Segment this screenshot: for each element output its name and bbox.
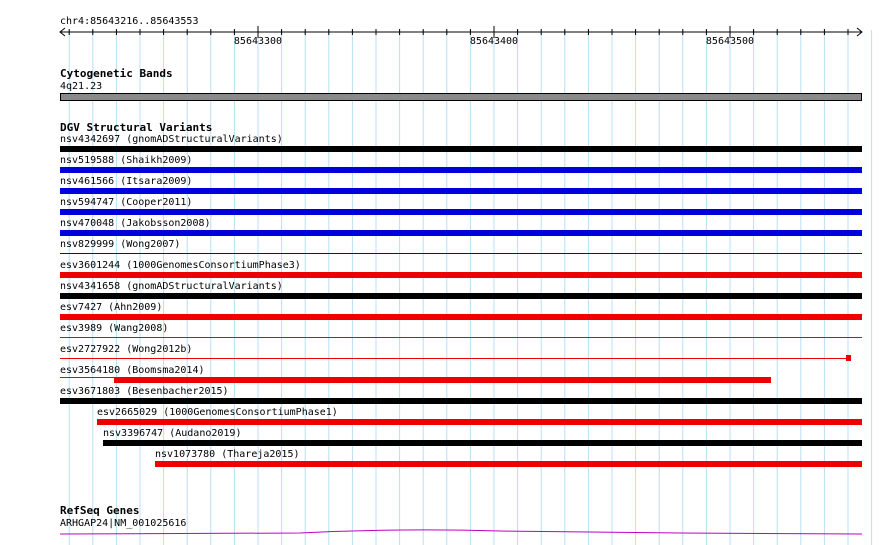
variant-label: esv7427 (Ahn2009) xyxy=(60,302,163,313)
refseq-gene-line[interactable] xyxy=(60,530,862,534)
variant-label: esv3989 (Wang2008) xyxy=(60,323,169,334)
refseq-track-title: RefSeq Genes xyxy=(60,504,140,517)
variant-label: nsv3396747 (Audano2019) xyxy=(103,428,242,439)
variant-label: nsv829999 (Wong2007) xyxy=(60,239,181,250)
variant-label: nsv4342697 (gnomADStructuralVariants) xyxy=(60,134,283,145)
variant-label: nsv1073780 (Thareja2015) xyxy=(155,449,300,460)
variant-label: nsv461566 (Itsara2009) xyxy=(60,176,193,187)
variant-label: nsv4341658 (gnomADStructuralVariants) xyxy=(60,281,283,292)
variant-label: esv3671803 (Besenbacher2015) xyxy=(60,386,229,397)
variant-label: nsv519588 (Shaikh2009) xyxy=(60,155,193,166)
variant-label: esv2727922 (Wong2012b) xyxy=(60,344,193,355)
variant-label: esv2665029 (1000GenomesConsortiumPhase1) xyxy=(97,407,338,418)
variant-label: esv3564180 (Boomsma2014) xyxy=(60,365,205,376)
refseq-gene-label[interactable]: ARHGAP24|NM_001025616 xyxy=(60,518,187,529)
ruler-tick-label: 85643400 xyxy=(469,36,519,47)
variant-label: nsv594747 (Cooper2011) xyxy=(60,197,193,208)
cytoband-label: 4q21.23 xyxy=(60,81,103,92)
variant-label: nsv470048 (Jakobsson2008) xyxy=(60,218,211,229)
position-label: chr4:85643216..85643553 xyxy=(60,16,199,27)
ruler-tick-label: 85643300 xyxy=(233,36,283,47)
dgv-track-title: DGV Structural Variants xyxy=(60,121,213,134)
variant-label: esv3601244 (1000GenomesConsortiumPhase3) xyxy=(60,260,301,271)
cytoband-track-title: Cytogenetic Bands xyxy=(60,67,173,80)
ruler-tick-label: 85643500 xyxy=(705,36,755,47)
